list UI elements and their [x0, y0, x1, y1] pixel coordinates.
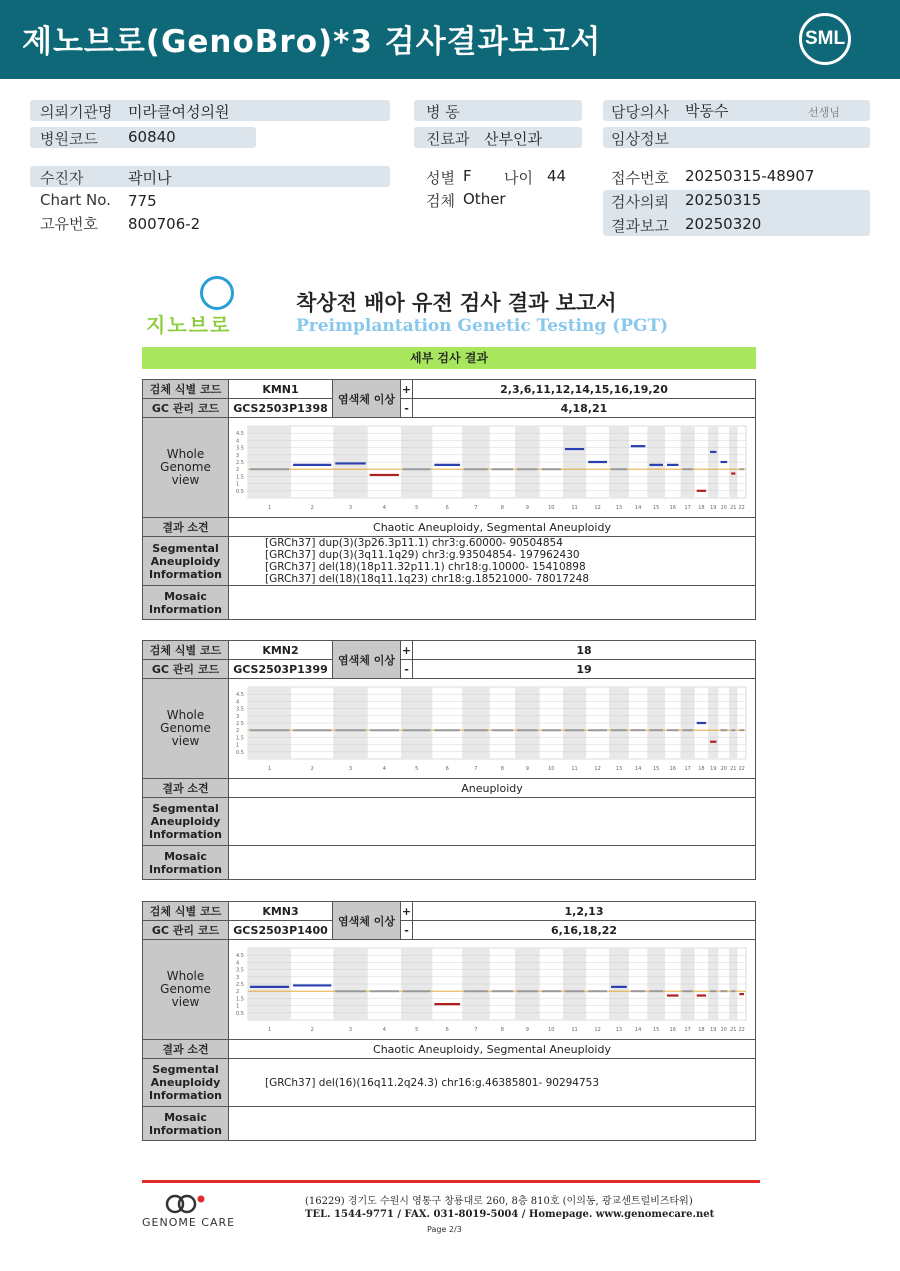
chart-no-label: Chart No.: [40, 191, 111, 209]
wgv-label: Whole Genome view: [143, 418, 229, 518]
loss-chromosomes: 19: [413, 660, 756, 679]
specimen-label: 검체: [426, 192, 455, 210]
y-tick-label: 0.5: [236, 749, 244, 756]
gc-code-value: GCS2503P1399: [229, 660, 333, 679]
chromosome-tick-label: 19: [710, 766, 717, 772]
chromosome-tick-label: 18: [698, 505, 705, 511]
chromosome-tick-label: 2: [310, 766, 314, 772]
y-tick-label: 3: [236, 452, 240, 459]
chromosome-tick-label: 13: [615, 1027, 623, 1033]
y-tick-label: 2.5: [236, 982, 244, 988]
company-name: GENOME CARE: [142, 1216, 236, 1229]
y-tick-label: 2: [236, 467, 240, 474]
report-date-value: 20250320: [685, 215, 762, 233]
chromosome-tick-label: 22: [738, 505, 745, 511]
segmental-line: [GRCh37] dup(3)(3q11.1q29) chr3:g.93504854- 197962430: [265, 549, 580, 561]
name-box: [30, 166, 390, 187]
segmental-value: [229, 1059, 756, 1107]
logo-text: 지노브로: [146, 313, 232, 337]
sample-code-value: KMN1: [229, 380, 333, 399]
chromosome-tick-label: 9: [525, 505, 529, 511]
gain-sign: +: [401, 380, 413, 399]
gain-chromosomes: 2,3,6,11,12,14,15,16,19,20: [413, 380, 756, 399]
y-tick-label: 2.5: [236, 460, 244, 466]
dept-value: 산부인과: [484, 130, 542, 148]
mosaic-value: [229, 586, 756, 620]
loss-chromosomes: 4,18,21: [413, 399, 756, 418]
mosaic-value: [229, 846, 756, 880]
y-tick-label: 1: [236, 1003, 240, 1010]
chromosome-tick-label: 7: [474, 766, 478, 772]
specimen-value: Other: [463, 190, 506, 208]
gc-code-label: GC 관리 코드: [143, 399, 229, 418]
doctor-label: 담당의사: [611, 103, 669, 121]
sample-table-1: [142, 379, 756, 620]
y-tick-label: 3: [236, 713, 240, 720]
chromosome-tick-label: 11: [571, 1027, 578, 1033]
mosaic-label: Mosaic Information: [143, 1107, 229, 1141]
y-tick-label: 1.5: [236, 474, 244, 481]
report-date-label: 결과보고: [611, 217, 669, 235]
sample-table-2: [142, 640, 756, 880]
sample-table-3: [142, 901, 756, 1141]
institution-label: 의뢰기관명: [40, 103, 113, 121]
y-tick-label: 4.5: [236, 953, 244, 960]
loss-sign: -: [401, 399, 413, 418]
whole-genome-chart: [234, 942, 750, 1034]
chromosome-tick-label: 22: [738, 1027, 745, 1033]
chromosome-tick-label: 10: [548, 766, 555, 772]
sample-code-value: KMN3: [229, 902, 333, 921]
doctor-suffix: 선생님: [808, 106, 840, 119]
chromosome-tick-label: 1: [267, 505, 272, 511]
y-tick-label: 4: [236, 699, 240, 706]
segmental-line: [GRCh37] del(18)(18p11.32p11.1) chr18:g.10000- 15410898: [265, 561, 586, 573]
y-tick-label: 1: [236, 742, 240, 749]
address-line: (16229) 경기도 수원시 영통구 창룡대로 260, 8층 810호 (이의동, 광교센트럴비즈타워): [305, 1196, 693, 1207]
mosaic-value: [229, 1107, 756, 1141]
chromosome-tick-label: 4: [382, 505, 386, 511]
doctor-value: 박동수: [685, 102, 729, 120]
sample-code-label: 검체 식별 코드: [143, 380, 229, 399]
chromosome-tick-label: 6: [445, 1027, 449, 1033]
chromosome-tick-label: 20: [720, 766, 728, 772]
gc-code-label: GC 관리 코드: [143, 660, 229, 679]
dept-label: 진료과: [426, 130, 470, 148]
header-bar: [0, 0, 900, 79]
chromosome-tick-label: 6: [445, 766, 449, 772]
whole-genome-view-cell: [229, 679, 756, 779]
y-tick-label: 1.5: [236, 996, 244, 1003]
y-tick-label: 1: [236, 481, 240, 488]
chromosome-tick-label: 21: [730, 1027, 737, 1033]
whole-genome-chart: [234, 681, 750, 773]
gain-sign: +: [401, 641, 413, 660]
y-tick-label: 2: [236, 728, 240, 735]
age-value: 44: [547, 167, 567, 185]
finding-value: Aneuploidy: [229, 779, 756, 798]
y-tick-label: 4.5: [236, 692, 244, 699]
chromosome-tick-label: 9: [525, 766, 529, 772]
chromosome-tick-label: 18: [698, 1027, 705, 1033]
chromosome-tick-label: 3: [348, 1027, 353, 1033]
patient-name-value: 곽미나: [128, 169, 172, 187]
chromosome-tick-label: 8: [500, 505, 504, 511]
gain-chromosomes: 1,2,13: [413, 902, 756, 921]
whole-genome-view-cell: [229, 940, 756, 1040]
sample-code-label: 검체 식별 코드: [143, 902, 229, 921]
genobro-logo: [142, 272, 257, 336]
chromosome-tick-label: 22: [738, 766, 745, 772]
loss-sign: -: [401, 921, 413, 940]
finding-value: Chaotic Aneuploidy, Segmental Aneuploidy: [229, 1040, 756, 1059]
chromosome-tick-label: 15: [652, 766, 660, 772]
request-label: 검사의뢰: [611, 193, 669, 211]
gain-chromosomes: 18: [413, 641, 756, 660]
chromosome-tick-label: 18: [698, 766, 705, 772]
chromosome-tick-label: 7: [474, 505, 478, 511]
hospital-code-value: 60840: [128, 128, 176, 146]
chromosome-tick-label: 15: [652, 505, 660, 511]
chromosome-tick-label: 14: [634, 1027, 642, 1033]
receipt-label: 접수번호: [611, 169, 669, 187]
chromosome-tick-label: 6: [445, 505, 449, 511]
chromosome-tick-label: 21: [730, 766, 737, 772]
sml-logo: SML: [799, 13, 851, 65]
segmental-label: Segmental Aneuploidy Information: [143, 537, 229, 586]
report-subtitle: Preimplantation Genetic Testing (PGT): [296, 316, 669, 336]
page-number: Page 2/3: [427, 1225, 462, 1234]
chart-no-value: 775: [128, 192, 157, 210]
sex-value: F: [463, 167, 472, 185]
y-tick-label: 4: [236, 960, 240, 967]
chromosome-tick-label: 12: [594, 1027, 601, 1033]
chromosome-tick-label: 9: [525, 1027, 529, 1033]
y-tick-label: 2.5: [236, 721, 244, 727]
chromosome-tick-label: 14: [634, 505, 642, 511]
chromosome-tick-label: 16: [669, 766, 676, 772]
chromosome-tick-label: 10: [548, 505, 555, 511]
finding-label: 결과 소견: [143, 779, 229, 798]
chromosome-tick-label: 2: [310, 505, 314, 511]
segmental-label: Segmental Aneuploidy Information: [143, 1059, 229, 1107]
mosaic-label: Mosaic Information: [143, 846, 229, 880]
wgv-label: Whole Genome view: [143, 940, 229, 1040]
chromosome-tick-label: 3: [348, 505, 353, 511]
chrom-abn-label: 염색체 이상: [333, 641, 401, 679]
chromosome-tick-label: 1: [267, 766, 272, 772]
document-title: 제노브로(GenoBro)*3 검사결과보고서: [22, 24, 602, 60]
chromosome-tick-label: 19: [710, 1027, 717, 1033]
chromosome-tick-label: 11: [571, 766, 578, 772]
gc-code-value: GCS2503P1398: [229, 399, 333, 418]
segmental-value: [229, 798, 756, 846]
gc-code-label: GC 관리 코드: [143, 921, 229, 940]
whole-genome-view-cell: [229, 418, 756, 518]
hospital-code-label: 병원코드: [40, 130, 98, 148]
finding-label: 결과 소견: [143, 1040, 229, 1059]
chromosome-tick-label: 16: [669, 1027, 676, 1033]
y-tick-label: 2: [236, 989, 240, 996]
chromosome-tick-label: 11: [571, 505, 578, 511]
y-tick-label: 3: [236, 974, 240, 981]
y-tick-label: 0.5: [236, 1010, 244, 1017]
section-title: 세부 검사 결과: [142, 347, 756, 369]
segmental-label: Segmental Aneuploidy Information: [143, 798, 229, 846]
request-value: 20250315: [685, 191, 762, 209]
chromosome-tick-label: 21: [730, 505, 737, 511]
chromosome-tick-label: 17: [684, 505, 691, 511]
chromosome-tick-label: 3: [348, 766, 353, 772]
chromosome-tick-label: 5: [415, 505, 419, 511]
loss-sign: -: [401, 660, 413, 679]
gc-code-value: GCS2503P1400: [229, 921, 333, 940]
y-tick-label: 3.5: [236, 706, 244, 713]
chromosome-tick-label: 5: [415, 766, 419, 772]
chromosome-tick-label: 15: [652, 1027, 660, 1033]
y-tick-label: 3.5: [236, 445, 244, 452]
genome-care-logo-icon: [142, 1193, 232, 1217]
chromosome-tick-label: 17: [684, 1027, 691, 1033]
footer-address: [305, 1195, 714, 1221]
contact-line: TEL. 1544-9771 / FAX. 031-8019-5004 / Homepage. www.genomecare.net: [305, 1209, 715, 1220]
chromosome-tick-label: 13: [615, 766, 623, 772]
ward-label: 병 동: [426, 103, 460, 121]
institution-value: 미라클여성의원: [128, 103, 230, 121]
chromosome-tick-label: 2: [310, 1027, 314, 1033]
unique-id-value: 800706-2: [128, 215, 201, 233]
y-tick-label: 0.5: [236, 488, 244, 495]
whole-genome-chart: [234, 420, 750, 512]
chromosome-tick-label: 1: [267, 1027, 272, 1033]
segmental-line: [GRCh37] del(16)(16q11.2q24.3) chr16:g.46385801- 90294753: [265, 1076, 600, 1089]
chromosome-tick-label: 20: [720, 505, 728, 511]
segmental-line: [GRCh37] del(18)(18q11.1q23) chr18:g.18521000- 78017248: [265, 573, 590, 585]
chrom-abn-label: 염색체 이상: [333, 380, 401, 418]
logo-emblem-icon: [200, 276, 234, 310]
chromosome-tick-label: 16: [669, 505, 676, 511]
report-title: 착상전 배아 유전 검사 결과 보고서: [296, 291, 617, 315]
sample-code-value: KMN2: [229, 641, 333, 660]
footer-divider: [142, 1180, 760, 1183]
y-tick-label: 4.5: [236, 431, 244, 438]
wgv-label: Whole Genome view: [143, 679, 229, 779]
clinical-label: 임상정보: [611, 130, 669, 148]
chromosome-tick-label: 17: [684, 766, 691, 772]
loss-chromosomes: 6,16,18,22: [413, 921, 756, 940]
chromosome-tick-label: 19: [710, 505, 717, 511]
sample-code-label: 검체 식별 코드: [143, 641, 229, 660]
chromosome-tick-label: 20: [720, 1027, 728, 1033]
y-tick-label: 1.5: [236, 735, 244, 742]
chromosome-tick-label: 7: [474, 1027, 478, 1033]
receipt-value: 20250315-48907: [685, 167, 815, 185]
chromosome-tick-label: 8: [500, 766, 504, 772]
chromosome-tick-label: 12: [594, 505, 601, 511]
finding-label: 결과 소견: [143, 518, 229, 537]
chromosome-tick-label: 4: [382, 1027, 386, 1033]
patient-name-label: 수진자: [40, 169, 84, 187]
chromosome-tick-label: 4: [382, 766, 386, 772]
chromosome-tick-label: 12: [594, 766, 601, 772]
mosaic-label: Mosaic Information: [143, 586, 229, 620]
chromosome-tick-label: 8: [500, 1027, 504, 1033]
chrom-abn-label: 염색체 이상: [333, 902, 401, 940]
segmental-value: [229, 537, 756, 586]
chromosome-tick-label: 13: [615, 505, 623, 511]
chromosome-tick-label: 5: [415, 1027, 419, 1033]
gain-sign: +: [401, 902, 413, 921]
segmental-line: [GRCh37] dup(3)(3p26.3p11.1) chr3:g.60000- 90504854: [265, 537, 563, 549]
chromosome-tick-label: 14: [634, 766, 642, 772]
y-tick-label: 3.5: [236, 967, 244, 974]
chromosome-tick-label: 10: [548, 1027, 555, 1033]
finding-value: Chaotic Aneuploidy, Segmental Aneuploidy: [229, 518, 756, 537]
age-label: 나이: [504, 169, 533, 187]
sex-label: 성별: [426, 169, 455, 187]
y-tick-label: 4: [236, 438, 240, 445]
unique-id-label: 고유번호: [40, 215, 98, 233]
